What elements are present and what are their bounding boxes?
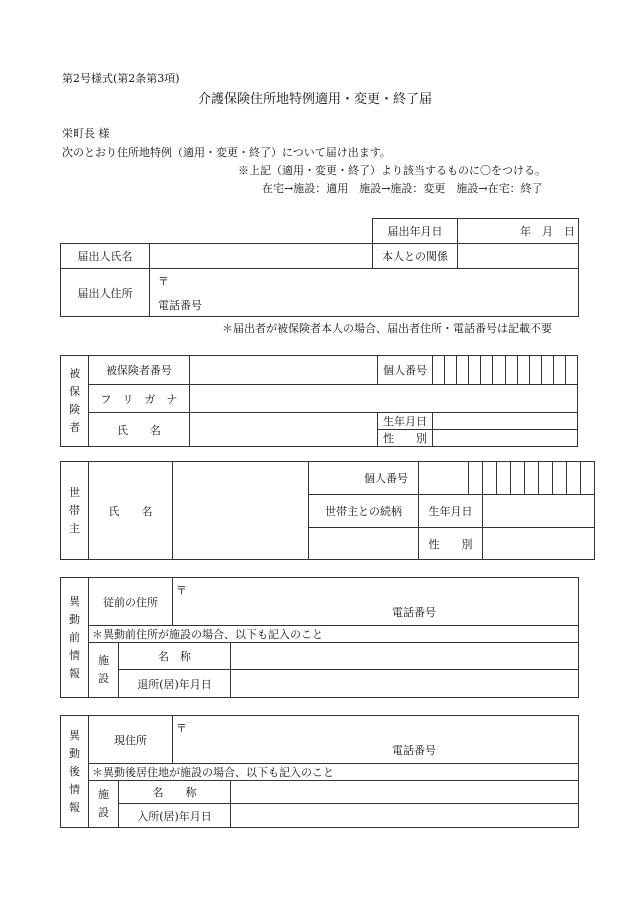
insured-sex-label: 性 別: [377, 430, 432, 447]
mynumber-digit[interactable]: [565, 356, 577, 385]
intro-text: 次のとおり住所地特例（適用・変更・終了）について届け出ます。: [62, 146, 391, 159]
addressee: 栄町長 様: [62, 127, 110, 140]
mynumber-digit[interactable]: [529, 356, 541, 385]
after-facility-note: ＊異動後居住地が施設の場合、以下も記入のこと: [89, 764, 579, 781]
mynumber-digit[interactable]: [541, 356, 553, 385]
insured-number-field[interactable]: [189, 356, 377, 385]
mynumber-digit[interactable]: [433, 356, 445, 385]
mynumber-digit[interactable]: [493, 356, 505, 385]
before-date-field[interactable]: [231, 670, 579, 698]
transition-legend: 在宅→施設：適用 施設→施設：変更 施設→在宅：終了: [262, 182, 543, 195]
mynumber-digit[interactable]: [457, 356, 469, 385]
phone-label: 電話番号: [392, 744, 436, 757]
before-date-label: 退所(居)年月日: [119, 670, 231, 698]
insured-sex-field[interactable]: [433, 430, 578, 447]
mynumber-digit[interactable]: [553, 356, 565, 385]
before-side-label: 異 動 前 情 報: [61, 578, 89, 698]
insured-side-label: 被 保 険 者: [61, 356, 89, 447]
mynumber-digit[interactable]: [539, 462, 553, 495]
householder-table: [60, 461, 595, 560]
householder-relation-field[interactable]: [309, 528, 419, 560]
mynumber-digit[interactable]: [445, 356, 457, 385]
postal-mark: 〒: [176, 584, 187, 597]
householder-name-label: 氏 名: [89, 462, 173, 560]
householder-relation-label: 世帯主との続柄: [309, 495, 419, 528]
applicant-name-field[interactable]: [150, 244, 373, 269]
after-address-field[interactable]: [173, 716, 579, 764]
insured-table: [60, 355, 578, 447]
mynumber-digit[interactable]: [469, 356, 481, 385]
after-date-field[interactable]: [231, 804, 579, 828]
mynumber-digit[interactable]: [481, 356, 493, 385]
after-facility-name-label: 名 称: [119, 781, 231, 804]
relation-field[interactable]: [458, 244, 579, 269]
mynumber-digit[interactable]: [581, 462, 595, 495]
householder-sex-field[interactable]: [483, 528, 595, 560]
mynumber-digit[interactable]: [567, 462, 581, 495]
relation-label: 本人との関係: [373, 244, 458, 269]
mynumber-digit[interactable]: [497, 462, 511, 495]
postal-mark: 〒: [176, 722, 187, 735]
submission-date-label: 届出年月日: [373, 219, 458, 244]
householder-sex-label: 性 別: [419, 528, 483, 560]
postal-mark: 〒: [158, 275, 169, 288]
submission-date-field[interactable]: 年 月 日: [458, 219, 579, 244]
insured-birth-field[interactable]: [433, 413, 578, 430]
before-facility-note: ＊異動前住所が施設の場合、以下も記入のこと: [89, 626, 579, 643]
after-facility-name-field[interactable]: [231, 781, 579, 804]
mynumber-digit[interactable]: [505, 356, 517, 385]
after-date-label: 入所(居)年月日: [119, 804, 231, 828]
after-facility-label: 施 設: [89, 781, 119, 828]
householder-birth-label: 生年月日: [419, 495, 483, 528]
applicant-address-field[interactable]: [150, 269, 579, 317]
insured-birth-label: 生年月日: [377, 413, 432, 430]
before-address-label: 従前の住所: [89, 578, 173, 626]
mynumber-digit[interactable]: [419, 462, 469, 495]
householder-name-field[interactable]: [173, 462, 309, 560]
mynumber-digit[interactable]: [483, 462, 497, 495]
before-facility-label: 施 設: [89, 643, 119, 698]
mynumber-digit[interactable]: [517, 356, 529, 385]
phone-label: 電話番号: [158, 299, 202, 312]
householder-birth-field[interactable]: [483, 495, 595, 528]
mynumber-digit[interactable]: [553, 462, 567, 495]
applicant-name-label: 届出人氏名: [61, 244, 150, 269]
insured-mynumber-label: 個人番号: [377, 356, 432, 385]
instruction-note: ※上記（適用・変更・終了）より該当するものに〇をつける。: [238, 164, 546, 177]
after-address-label: 現住所: [89, 716, 173, 764]
mynumber-digit[interactable]: [525, 462, 539, 495]
mynumber-digit[interactable]: [469, 462, 483, 495]
after-move-table: [60, 715, 579, 828]
householder-mynumber-label: 個人番号: [309, 462, 419, 495]
before-address-field[interactable]: [173, 578, 579, 626]
mynumber-digit[interactable]: [511, 462, 525, 495]
insured-name-field[interactable]: [189, 413, 377, 447]
householder-side-label: 世 帯 主: [61, 462, 89, 560]
applicant-table: [60, 218, 579, 317]
furigana-label: フ リ ガ ナ: [89, 385, 190, 413]
after-side-label: 異 動 後 情 報: [61, 716, 89, 828]
applicant-address-label: 届出人住所: [61, 269, 150, 317]
applicant-footnote: ＊届出者が被保険者本人の場合、届出者住所・電話番号は記載不要: [222, 322, 552, 335]
furigana-field[interactable]: [189, 385, 577, 413]
before-move-table: [60, 577, 579, 698]
before-facility-name-field[interactable]: [231, 643, 579, 670]
form-number: 第2号様式(第2条第3項): [62, 72, 180, 85]
phone-label: 電話番号: [392, 606, 436, 619]
page-title: 介護保険住所地特例適用・変更・終了届: [198, 92, 433, 107]
before-facility-name-label: 名 称: [119, 643, 231, 670]
insured-name-label: 氏 名: [89, 413, 190, 447]
insured-number-label: 被保険者番号: [89, 356, 190, 385]
